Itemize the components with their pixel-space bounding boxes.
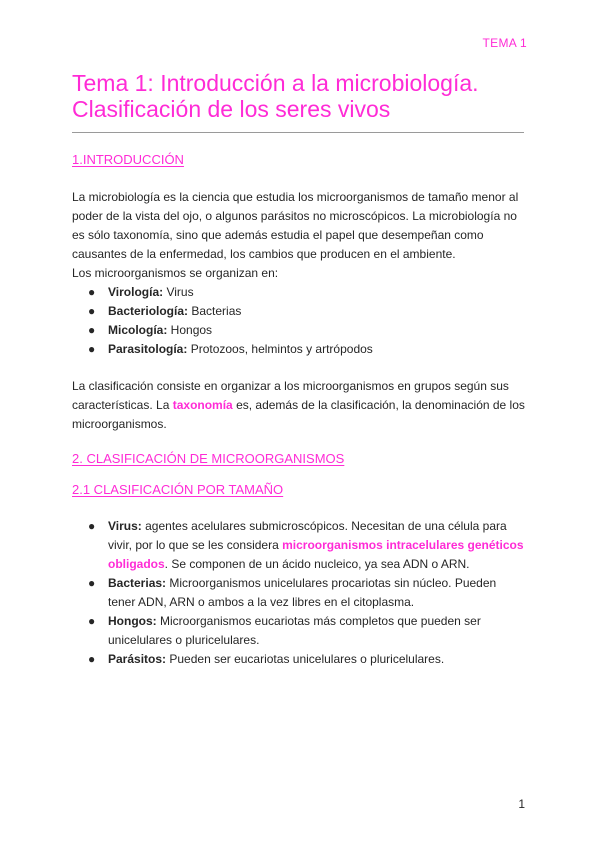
list-term: Parásitos: — [108, 652, 167, 666]
list-term: Micología: — [108, 323, 168, 337]
bullet-icon: ● — [88, 576, 96, 590]
intro-list-lead: Los microorganismos se organizan en: — [72, 266, 279, 280]
list-term: Parasitología: — [108, 342, 188, 356]
classification-line: características. La — [72, 398, 173, 412]
bullet-icon: ● — [88, 342, 96, 356]
list-item — [72, 321, 532, 340]
classification-line: es, además de la clasificación, la denominación de los — [232, 398, 525, 412]
list-text: vivir, por lo que se les considera — [108, 538, 283, 552]
intracellular-highlight: microorganismos intracelulares genéticos — [282, 538, 524, 552]
list-text: Microorganismos unicelulares procariotas sin núcleo. Pueden — [166, 576, 497, 590]
list-text: Microorganismos eucariotas más completos que pueden ser — [156, 614, 481, 628]
page-title — [72, 70, 542, 122]
disciplines-list — [72, 283, 532, 359]
list-term: Bacteriología: — [108, 304, 189, 318]
list-item — [72, 340, 532, 359]
taxonomia-highlight: taxonomía — [172, 398, 233, 412]
page-number: 1 — [518, 797, 525, 811]
list-term: Virología: — [108, 285, 164, 299]
list-item-bacterias — [72, 574, 532, 612]
list-term: Bacterias: — [108, 576, 167, 590]
section-heading-clasificacion: 2. CLASIFICACIÓN DE MICROORGANISMOS — [72, 451, 345, 466]
classification-line: La clasificación consiste en organizar a los microorganismos en grupos según sus — [72, 379, 509, 393]
section-heading-introduccion: 1.INTRODUCCIÓN — [72, 152, 184, 167]
list-text: unicelulares o pluricelulares. — [108, 633, 260, 647]
list-term: Hongos: — [108, 614, 157, 628]
list-item — [72, 283, 532, 302]
bullet-icon: ● — [88, 304, 96, 318]
list-item-virus — [72, 517, 532, 574]
classification-line: microorganismos. — [72, 417, 167, 431]
list-item-hongos — [72, 612, 532, 650]
intracellular-highlight: obligados — [108, 557, 165, 571]
list-text: Hongos — [167, 323, 213, 337]
intro-line: causantes de la enfermedad, los cambios que producen en el ambiente. — [72, 247, 456, 261]
subsection-heading-tamano: 2.1 CLASIFICACIÓN POR TAMAÑO — [72, 482, 284, 497]
list-text: Pueden ser eucariotas unicelulares o pluricelulares. — [166, 652, 445, 666]
title-divider — [72, 132, 524, 133]
list-item — [72, 302, 532, 321]
classification-paragraph — [72, 377, 532, 434]
list-text: Virus — [163, 285, 194, 299]
bullet-icon: ● — [88, 519, 96, 533]
topic-tag: TEMA 1 — [482, 36, 527, 50]
bullet-icon: ● — [88, 652, 96, 666]
list-text: tener ADN, ARN o ambos a la vez libres en el citoplasma. — [108, 595, 415, 609]
intro-paragraph — [72, 188, 532, 283]
title-line-1: Tema 1: Introducción a la microbiología. — [72, 70, 479, 96]
title-line-2: Clasificación de los seres vivos — [72, 96, 391, 122]
list-term: Virus: — [108, 519, 142, 533]
list-item-parasitos — [72, 650, 532, 669]
list-text: Protozoos, helmintos y artrópodos — [187, 342, 373, 356]
intro-line: poder de la vista del ojo, o algunos parásitos no microscópicos. La microbiología no — [72, 209, 517, 223]
list-text: . Se componen de un ácido nucleico, ya sea ADN o ARN. — [164, 557, 470, 571]
bullet-icon: ● — [88, 285, 96, 299]
bullet-icon: ● — [88, 614, 96, 628]
intro-line: es sólo taxonomía, sino que además estudia el papel que desempeñan como — [72, 228, 484, 242]
bullet-icon: ● — [88, 323, 96, 337]
list-text: Bacterias — [188, 304, 242, 318]
list-text: agentes acelulares submicroscópicos. Necesitan de una célula para — [141, 519, 507, 533]
intro-line: La microbiología es la ciencia que estudia los microorganismos de tamaño menor al — [72, 190, 519, 204]
size-classification-list — [72, 517, 532, 669]
